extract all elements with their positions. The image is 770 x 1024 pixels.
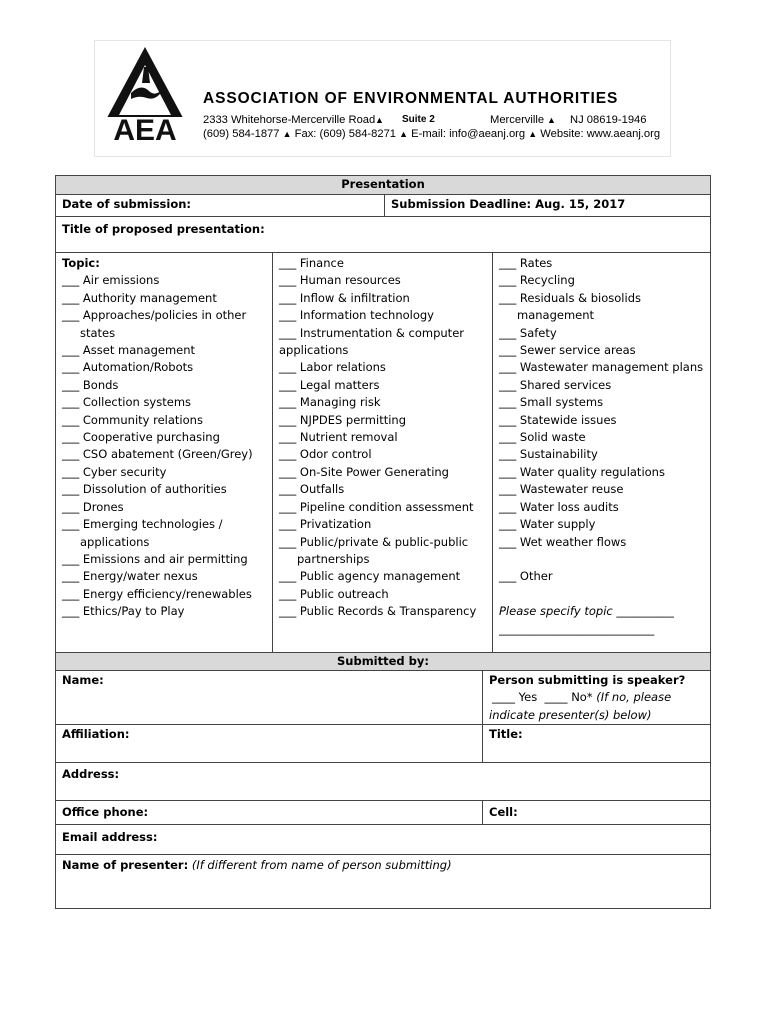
address-field[interactable] <box>56 762 710 800</box>
submitted-title: Submitted by: <box>337 654 429 668</box>
topic-option[interactable]: ___ Human resources <box>279 273 401 288</box>
topic-option[interactable]: ___ Wet weather flows <box>499 534 627 549</box>
logo-text: AEA <box>113 114 177 143</box>
title-field-cell[interactable] <box>482 725 710 762</box>
topic-option[interactable]: ___ Odor control <box>279 447 372 462</box>
topic-option[interactable]: ___ NJPDES permitting <box>279 412 407 427</box>
topic-option[interactable]: ___ Public agency management <box>279 569 461 584</box>
triangle-separator-icon: ▲ <box>375 115 384 125</box>
date-field[interactable] <box>56 195 384 216</box>
topic-option[interactable]: ___ Managing risk <box>279 395 381 410</box>
speaker-note-continued: indicate presenter(s) below) <box>489 707 652 722</box>
topic-option[interactable]: ___ Collection systems <box>62 395 192 410</box>
topic-option-continued: applications <box>80 534 150 549</box>
presenter-label: Name of presenter: <box>62 858 189 872</box>
speaker-no-option[interactable]: ____ No* <box>544 690 593 705</box>
topic-option[interactable]: ___ Asset management <box>62 343 196 358</box>
topic-option[interactable]: ___ Statewide issues <box>499 412 617 427</box>
affiliation-label: Affiliation: <box>62 727 130 741</box>
topic-option[interactable]: ___ Inflow & infiltration <box>279 290 410 305</box>
letterhead <box>94 40 671 157</box>
specify-topic-field[interactable]: Please specify topic __________ <box>499 604 674 619</box>
presenter-note: (If different from name of person submitting) <box>191 858 452 872</box>
topic-option[interactable]: ___ Energy/water nexus <box>62 569 198 584</box>
speaker-yes-option[interactable]: ____ Yes <box>492 690 538 705</box>
city: Mercerville <box>490 114 545 126</box>
topic-option[interactable]: ___ Solid waste <box>499 430 586 445</box>
topic-option[interactable]: ___ Shared services <box>499 377 612 392</box>
topic-option[interactable]: ___ Privatization <box>279 517 372 532</box>
topic-option[interactable]: ___ Cooperative purchasing <box>62 430 220 445</box>
topic-option[interactable]: ___ Ethics/Pay to Play <box>62 604 185 619</box>
triangle-separator-icon: ▲ <box>282 129 292 139</box>
speaker-label: Person submitting is speaker? <box>489 673 686 687</box>
topic-column-3 <box>492 253 710 652</box>
topic-option[interactable]: ___ Cyber security <box>62 464 167 479</box>
presenter-field[interactable] <box>56 854 710 908</box>
topic-option[interactable]: ___ Dissolution of authorities <box>62 482 227 497</box>
section-title: Presentation <box>341 177 425 191</box>
topic-option[interactable]: ___ Bonds <box>62 377 119 392</box>
topic-option[interactable]: ___ Public Records & Transparency <box>279 604 477 619</box>
topic-option[interactable]: ___ Finance <box>279 256 344 270</box>
address-label: Address: <box>62 767 120 781</box>
deadline-cell <box>384 195 710 216</box>
name-label: Name: <box>62 673 104 687</box>
spacer <box>499 586 704 603</box>
topic-option[interactable]: ___ Recycling <box>499 273 575 288</box>
topic-option[interactable]: ___ Rates <box>499 256 553 270</box>
specify-topic-line[interactable]: ___________________________ <box>499 621 655 636</box>
spacer <box>499 551 704 568</box>
triangle-separator-icon: ▲ <box>528 129 538 139</box>
topic-option[interactable]: ___ Public/private & public-public <box>279 534 469 549</box>
org-name: ASSOCIATION OF ENVIRONMENTAL AUTHORITIES <box>203 90 619 107</box>
topic-option[interactable]: ___ Instrumentation & computer <box>279 325 464 340</box>
topic-column-1 <box>56 253 272 652</box>
topics-row <box>56 252 710 652</box>
topic-option[interactable]: ___ Energy efficiency/renewables <box>62 586 252 601</box>
topic-option[interactable]: ___ Outfalls <box>279 482 345 497</box>
topic-option[interactable]: ___ Wastewater reuse <box>499 482 624 497</box>
topic-option[interactable]: ___ Legal matters <box>279 377 380 392</box>
topic-option[interactable]: ___ Water supply <box>499 517 596 532</box>
name-row <box>56 670 710 724</box>
cell-label: Cell: <box>489 805 518 819</box>
topic-option[interactable]: ___ Safety <box>499 325 557 340</box>
topic-option[interactable]: ___ Community relations <box>62 412 203 427</box>
presentation-form <box>55 175 711 909</box>
topic-option-continued: partnerships <box>297 551 370 566</box>
cell-field[interactable] <box>482 801 710 824</box>
deadline-label: Submission Deadline: Aug. 15, 2017 <box>391 197 626 211</box>
triangle-separator-icon: ▲ <box>547 115 556 125</box>
street: 2333 Whitehorse-Mercerville Road <box>203 114 376 126</box>
address-line-2 <box>203 127 660 141</box>
topic-option[interactable]: ___ Wastewater management plans <box>499 360 704 375</box>
name-field[interactable] <box>56 671 482 724</box>
section-header-presentation <box>56 176 710 194</box>
triangle-separator-icon: ▲ <box>399 129 409 139</box>
date-label: Date of submission: <box>62 197 192 211</box>
title-field-label: Title: <box>489 727 523 741</box>
email-field[interactable] <box>56 824 710 854</box>
topic-option[interactable]: ___ Automation/Robots <box>62 360 194 375</box>
phone: (609) 584-1877 <box>203 128 280 140</box>
title-label: Title of proposed presentation: <box>62 222 265 236</box>
affiliation-field[interactable] <box>56 725 482 762</box>
email: E-mail: info@aeanj.org <box>411 128 526 140</box>
website: Website: www.aeanj.org <box>540 128 661 140</box>
topic-option[interactable]: ___ Water loss audits <box>499 499 619 514</box>
topic-column-2 <box>272 253 492 652</box>
aea-logo-icon <box>97 43 193 143</box>
topic-option[interactable]: ___ Residuals & biosolids <box>499 290 641 305</box>
topic-option-continued: management <box>517 308 595 323</box>
topic-option[interactable]: ___ Approaches/policies in other <box>62 308 247 323</box>
speaker-cell <box>482 671 710 724</box>
topic-option[interactable]: ___ Sustainability <box>499 447 598 462</box>
phone-row <box>56 800 710 824</box>
topic-option-continued: states <box>80 325 116 340</box>
topic-option[interactable]: ___ Labor relations <box>279 360 386 375</box>
title-field[interactable] <box>56 216 710 252</box>
topic-option-continued: applications <box>279 343 349 358</box>
affiliation-row <box>56 724 710 762</box>
topic-option[interactable]: ___ Pipeline condition assessment <box>279 499 474 514</box>
topic-option[interactable]: ___ Nutrient removal <box>279 430 398 445</box>
date-row <box>56 194 710 216</box>
topic-option[interactable]: ___ Information technology <box>279 308 434 323</box>
topic-option[interactable]: ___ On-Site Power Generating <box>279 464 449 479</box>
suite: Suite 2 <box>402 114 435 125</box>
topic-option[interactable]: ___ Public outreach <box>279 586 389 601</box>
section-header-submitted-by <box>56 652 710 670</box>
topic-option[interactable]: ___ Emerging technologies / <box>62 517 223 532</box>
state-zip: NJ 08619-1946 <box>570 114 647 126</box>
email-label: Email address: <box>62 830 158 844</box>
topic-option[interactable]: ___ Air emissions <box>62 273 160 288</box>
topic-option[interactable]: ___ Authority management <box>62 290 217 305</box>
topic-option[interactable]: ___ Emissions and air permitting <box>62 551 248 566</box>
topic-option[interactable]: ___ Sewer service areas <box>499 343 636 358</box>
topic-option[interactable]: ___ Small systems <box>499 395 604 410</box>
office-phone-field[interactable] <box>56 801 482 824</box>
topic-option[interactable]: ___ CSO abatement (Green/Grey) <box>62 447 253 462</box>
fax: Fax: (609) 584-8271 <box>294 128 397 140</box>
topic-label: Topic: <box>62 256 100 270</box>
topic-option[interactable]: ___ Drones <box>62 499 124 514</box>
topic-option-other[interactable]: ___ Other <box>499 569 553 584</box>
speaker-note: (If no, please <box>596 690 672 705</box>
office-phone-label: Office phone: <box>62 805 149 819</box>
topic-option[interactable]: ___ Water quality regulations <box>499 464 665 479</box>
